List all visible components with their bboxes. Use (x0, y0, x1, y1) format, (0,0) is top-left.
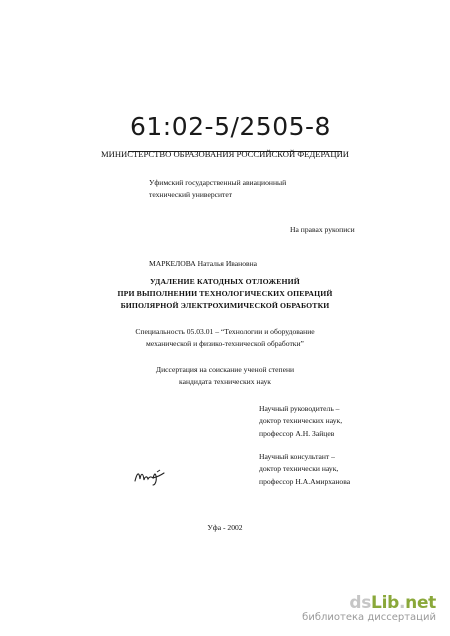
specialty-block (0, 326, 450, 350)
university-line: технический университет (149, 190, 233, 199)
consultant-line: профессор Н.А.Амирханова (259, 476, 351, 486)
university-line: Уфимский государственный авиационный (149, 178, 287, 187)
consultant-block (259, 451, 350, 488)
supervisor-line: доктор технических наук, (259, 416, 343, 426)
supervisor-line: профессор А.Н. Зайцев (259, 428, 335, 438)
city-year: Уфа - 2002 (207, 523, 243, 532)
consultant-line: Научный консультант – (259, 452, 335, 461)
dslib-watermark (302, 594, 436, 624)
university-name (149, 177, 286, 201)
watermark-logo (302, 594, 436, 612)
degree-line: Диссертация на соискание ученой степени (155, 365, 295, 374)
handwritten-catalog-number: 61:02-5/2505-8 (130, 112, 331, 141)
specialty-line: механической и физико-технической обработки” (146, 339, 304, 349)
title-line: ПРИ ВЫПОЛНЕНИИ ТЕХНОЛОГИЧЕСКИХ ОПЕРАЦИЙ (117, 289, 333, 299)
supervisor-line: Научный руководитель – (259, 404, 340, 413)
logo-ds: ds (349, 593, 372, 613)
supervisor-block (259, 403, 342, 440)
logo-net: net (405, 593, 436, 613)
title-line: БИПОЛЯРНОЙ ЭЛЕКТРОХИМИЧЕСКОЙ ОБРАБОТКИ (120, 301, 330, 311)
ministry-heading: МИНИСТЕРСТВО ОБРАЗОВАНИЯ РОССИЙСКОЙ ФЕДЕРАЦИИ (101, 149, 349, 159)
signature-icon (133, 467, 167, 492)
degree-block (0, 364, 450, 388)
logo-lib: Lib (371, 593, 399, 613)
watermark-subtitle: библиотека диссертаций (302, 612, 436, 623)
rights-note: На правах рукописи (290, 225, 355, 234)
author-name: МАРКЕЛОВА Наталья Ивановна (149, 259, 258, 268)
title-line: УДАЛЕНИЕ КАТОДНЫХ ОТЛОЖЕНИЙ (150, 277, 300, 286)
dissertation-title (0, 276, 450, 313)
specialty-line: Специальность 05.03.01 – “Технологии и оборудование (135, 327, 315, 336)
consultant-line: доктор технически наук, (259, 464, 339, 474)
degree-line: кандидата технических наук (179, 377, 271, 387)
logo-dot: . (398, 593, 406, 613)
